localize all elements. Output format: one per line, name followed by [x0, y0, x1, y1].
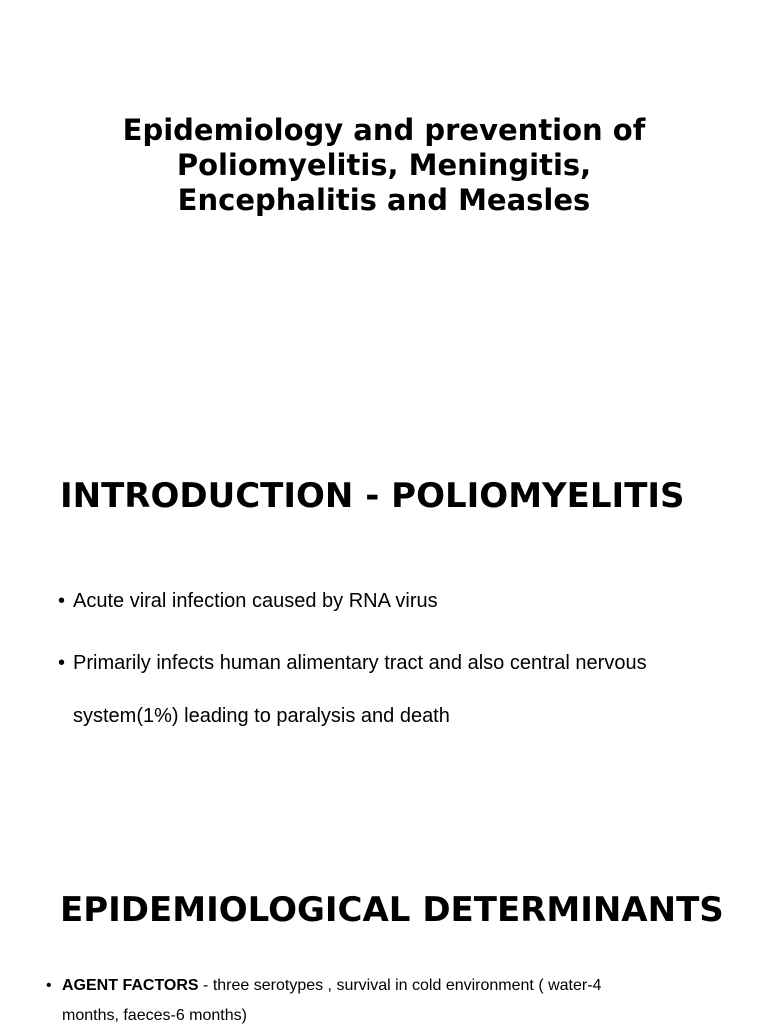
slide-title: Epidemiology and prevention of Poliomyelitis, Meningitis, Encephalitis and Measles — [122, 113, 646, 217]
bullet-item — [46, 971, 656, 1024]
bullet-item: • Primarily infects human alimentary tract and also central nervous system(1%) leading to paralysis and death — [58, 637, 698, 743]
determinants-bullet-list — [46, 971, 656, 1024]
section-heading-introduction: INTRODUCTION - POLIOMYELITIS — [60, 476, 685, 516]
bullet-text: - three serotypes , survival in cold environment ( water-4 months, faeces-6 months) — [62, 977, 602, 1024]
bullet-label: AGENT FACTORS — [62, 977, 199, 994]
bullet-item: • Acute viral infection caused by RNA virus — [58, 575, 698, 628]
section-heading-epidemiological-determinants: EPIDEMIOLOGICAL DETERMINANTS — [60, 890, 724, 930]
introduction-bullet-list — [58, 575, 698, 752]
